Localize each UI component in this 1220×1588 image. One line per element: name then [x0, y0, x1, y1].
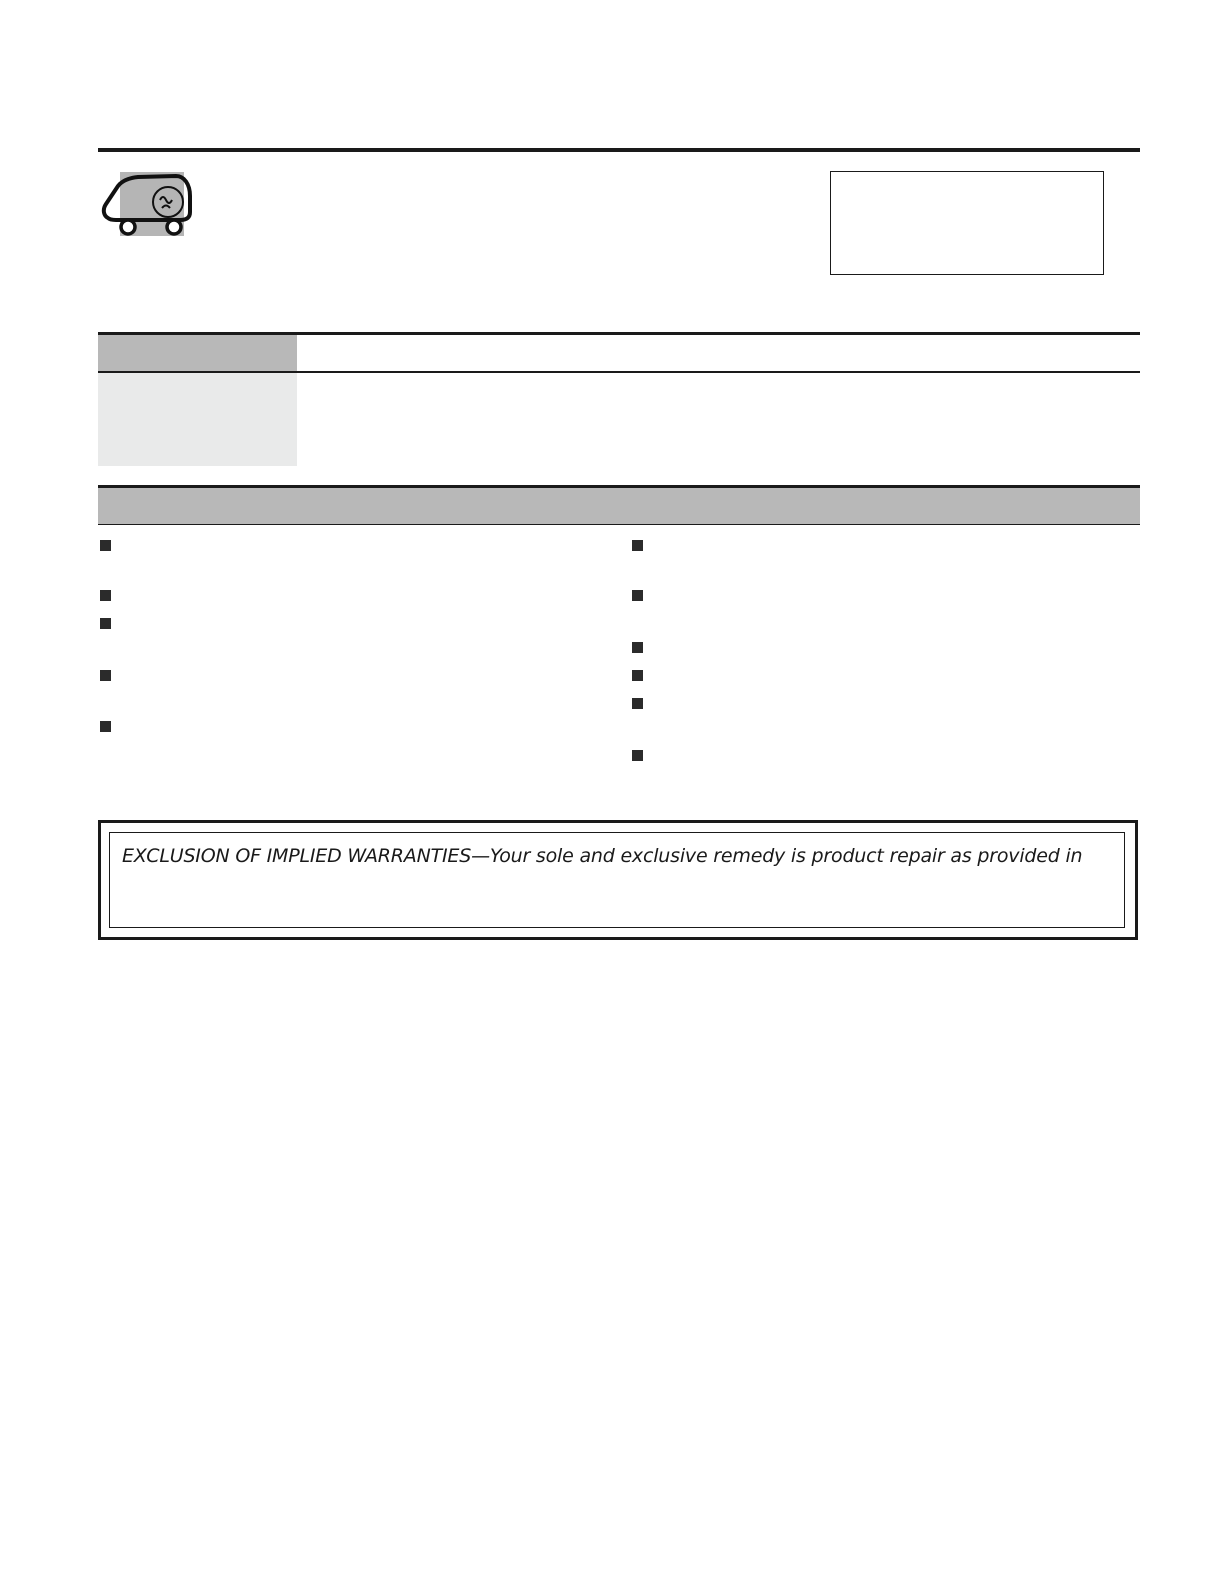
- bullet-left-2: [100, 590, 111, 601]
- bullet-right-3: [632, 642, 643, 653]
- bullet-right-1: [632, 540, 643, 551]
- bullet-left-4: [100, 670, 111, 681]
- top-rule: [98, 148, 1140, 152]
- warranty-notice-box: [98, 820, 1138, 940]
- bullet-right-4: [632, 670, 643, 681]
- bullet-left-3: [100, 618, 111, 629]
- bullet-left-1: [100, 540, 111, 551]
- section-header-bar: [98, 485, 1140, 525]
- bullet-right-2: [632, 590, 643, 601]
- table-body-cell: [98, 373, 297, 466]
- table-header-cell: [98, 335, 297, 371]
- bullet-right-6: [632, 750, 643, 761]
- bullet-left-5: [100, 721, 111, 732]
- stamp-box: [830, 171, 1104, 275]
- warranty-notice-text: EXCLUSION OF IMPLIED WARRANTIES—Your sole and exclusive remedy is product repair as provided in: [122, 845, 1083, 867]
- warranty-notice-inner: [109, 832, 1125, 928]
- service-truck-icon: [98, 172, 194, 240]
- bullet-right-5: [632, 698, 643, 709]
